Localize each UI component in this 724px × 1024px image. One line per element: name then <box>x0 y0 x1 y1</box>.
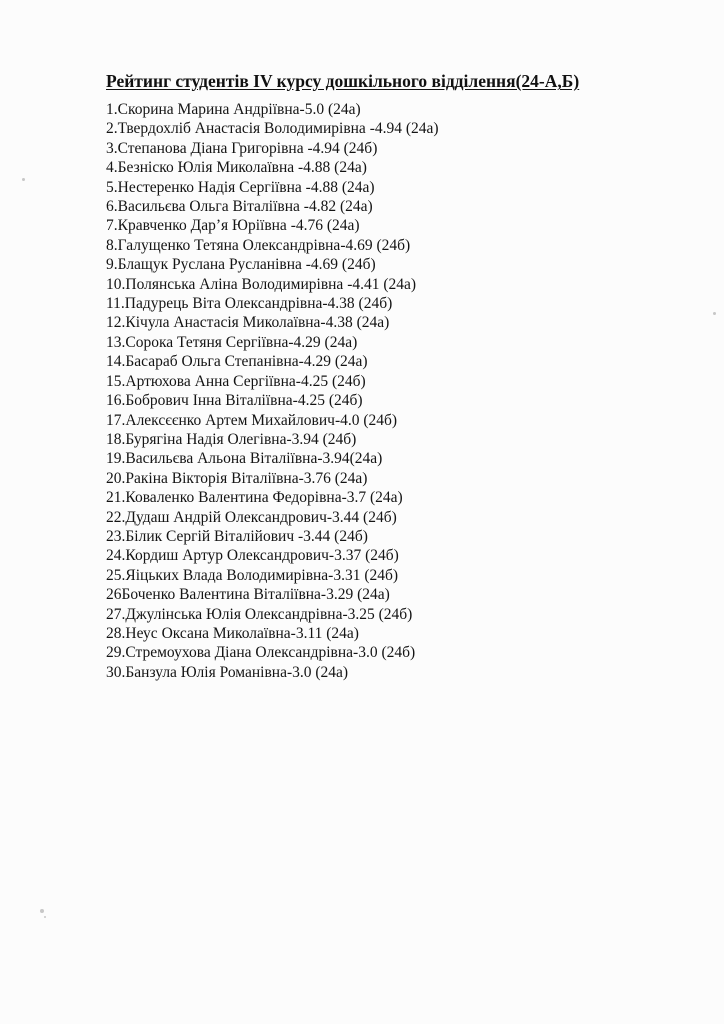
scan-speck <box>22 178 25 181</box>
list-item: 24.Кордиш Артур Олександрович-3.37 (24б) <box>106 547 399 565</box>
list-item: 14.Басараб Ольга Степанівна-4.29 (24а) <box>106 353 368 371</box>
list-item: 2.Твердохліб Анастасія Володимирівна -4.94 (24а) <box>106 120 439 138</box>
list-item: 1.Скорина Марина Андріївна-5.0 (24а) <box>106 101 361 118</box>
list-item: 26Боченко Валентина Віталіївна-3.29 (24а) <box>106 586 390 604</box>
list-item: 25.Яіцьких Влада Володимирівна-3.31 (24б) <box>106 566 399 584</box>
list-item: 4.Безніско Юлія Миколаївна -4.88 (24а) <box>106 159 367 177</box>
list-item: 18.Бурягіна Надія Олегівна-3.94 (24б) <box>106 430 357 448</box>
list-item: 6.Васильєва Ольга Віталіївна -4.82 (24а) <box>106 198 373 216</box>
list-item: 23.Білик Сергій Віталійович -3.44 (24б) <box>106 527 368 545</box>
list-item: 5.Нестеренко Надія Сергіївна -4.88 (24а) <box>106 178 375 196</box>
document-title: Рейтинг студентів IV курсу дошкільного відділення(24-А,Б) <box>106 71 580 91</box>
scan-speck <box>40 909 44 913</box>
list-item: 27.Джулінська Юлія Олександрівна-3.25 (24б) <box>106 605 413 623</box>
list-item: 7.Кравченко Дар’я Юріївна -4.76 (24а) <box>106 217 360 235</box>
list-item: 20.Ракіна Вікторія Віталіївна-3.76 (24а) <box>106 469 368 487</box>
list-item: 8.Галущенко Тетяна Олександрівна-4.69 (24б) <box>106 236 411 254</box>
list-item: 15.Артюхова Анна Сергіївна-4.25 (24б) <box>106 372 366 390</box>
student-rating-list <box>106 100 439 682</box>
list-item: 9.Блащук Руслана Русланівна -4.69 (24б) <box>106 256 376 274</box>
list-item: 13.Сорока Тетяня Сергіївна-4.29 (24а) <box>106 333 358 351</box>
list-item: 3.Степанова Діана Григорівна -4.94 (24б) <box>106 139 378 157</box>
scan-speck <box>713 312 716 315</box>
list-item: 17.Алексєєнко Артем Михайлович-4.0 (24б) <box>106 411 398 429</box>
list-item: 28.Неус Оксана Миколаївна-3.11 (24а) <box>106 624 359 642</box>
list-item: 22.Дудаш Андрій Олександрович-3.44 (24б) <box>106 508 397 526</box>
list-item: 10.Полянська Аліна Володимирівна -4.41 (24а) <box>106 275 417 293</box>
scan-speck <box>44 916 46 918</box>
list-item: 16.Бобрович Інна Віталіївна-4.25 (24б) <box>106 392 363 410</box>
list-item: 11.Падурець Віта Олександрівна-4.38 (24б) <box>106 295 393 313</box>
list-item: 19.Васильєва Альона Віталіївна-3.94(24а) <box>106 450 383 468</box>
list-item: 12.Кічула Анастасія Миколаївна-4.38 (24а) <box>106 314 390 332</box>
list-item: 29.Стремоухова Діана Олександрівна-3.0 (24б) <box>106 644 416 662</box>
list-item: 21.Коваленко Валентина Федорівна-3.7 (24а) <box>106 489 403 507</box>
list-item: 30.Банзула Юлія Романівна-3.0 (24а) <box>106 663 349 681</box>
